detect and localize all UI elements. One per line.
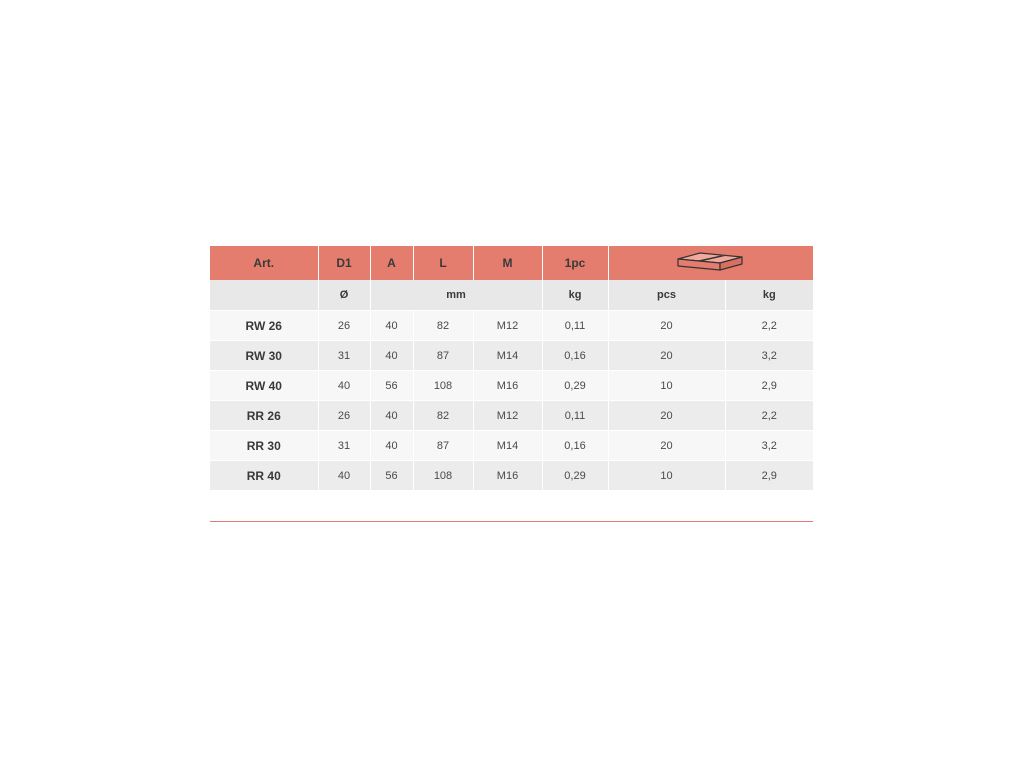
cell-pack-kg: 2,2: [725, 311, 813, 341]
cell-pcs: 20: [608, 341, 725, 371]
cell-pack-kg: 2,2: [725, 401, 813, 431]
cell-d1: 31: [318, 431, 370, 461]
unit-dims: mm: [370, 280, 542, 311]
cell-pcs: 20: [608, 431, 725, 461]
cell-pcs: 20: [608, 311, 725, 341]
cell-pcs: 10: [608, 461, 725, 491]
cell-kg: 0,11: [542, 401, 608, 431]
cell-art: RW 26: [210, 311, 318, 341]
cell-kg: 0,16: [542, 341, 608, 371]
unit-art: [210, 280, 318, 311]
unit-weight-pc: kg: [542, 280, 608, 311]
cell-pcs: 10: [608, 371, 725, 401]
cell-a: 56: [370, 461, 413, 491]
col-header-1pc: 1pc: [542, 246, 608, 280]
cell-d1: 26: [318, 401, 370, 431]
col-header-l: L: [413, 246, 473, 280]
product-table-container: [210, 246, 813, 491]
header-row: [210, 246, 813, 280]
cell-d1: 40: [318, 461, 370, 491]
table-row: [210, 371, 813, 401]
product-spec-table: [210, 246, 813, 491]
cell-l: 87: [413, 341, 473, 371]
cell-art: RR 26: [210, 401, 318, 431]
bottom-divider: [210, 521, 813, 522]
cell-d1: 31: [318, 341, 370, 371]
table-row: [210, 431, 813, 461]
cell-a: 40: [370, 311, 413, 341]
cell-pack-kg: 3,2: [725, 431, 813, 461]
col-header-d1: D1: [318, 246, 370, 280]
col-header-package: [608, 246, 813, 280]
col-header-art: Art.: [210, 246, 318, 280]
cell-art: RW 40: [210, 371, 318, 401]
cell-pack-kg: 2,9: [725, 461, 813, 491]
table-row: [210, 401, 813, 431]
cell-l: 82: [413, 311, 473, 341]
cell-art: RR 40: [210, 461, 318, 491]
table-row: [210, 461, 813, 491]
cell-d1: 40: [318, 371, 370, 401]
table-row: [210, 311, 813, 341]
cell-m: M14: [473, 431, 542, 461]
col-header-a: A: [370, 246, 413, 280]
cell-pcs: 20: [608, 401, 725, 431]
table-body: [210, 311, 813, 491]
cell-kg: 0,16: [542, 431, 608, 461]
cell-d1: 26: [318, 311, 370, 341]
cell-l: 108: [413, 461, 473, 491]
cell-l: 82: [413, 401, 473, 431]
unit-d1: Ø: [318, 280, 370, 311]
box-icon: [676, 251, 746, 276]
unit-pack-qty: pcs: [608, 280, 725, 311]
cell-kg: 0,29: [542, 371, 608, 401]
unit-pack-weight: kg: [725, 280, 813, 311]
cell-kg: 0,11: [542, 311, 608, 341]
cell-l: 108: [413, 371, 473, 401]
cell-art: RR 30: [210, 431, 318, 461]
cell-a: 56: [370, 371, 413, 401]
col-header-m: M: [473, 246, 542, 280]
cell-pack-kg: 2,9: [725, 371, 813, 401]
cell-l: 87: [413, 431, 473, 461]
cell-a: 40: [370, 401, 413, 431]
cell-art: RW 30: [210, 341, 318, 371]
cell-m: M12: [473, 311, 542, 341]
cell-a: 40: [370, 431, 413, 461]
cell-m: M12: [473, 401, 542, 431]
cell-m: M16: [473, 371, 542, 401]
table-row: [210, 341, 813, 371]
cell-kg: 0,29: [542, 461, 608, 491]
cell-m: M14: [473, 341, 542, 371]
units-row: [210, 280, 813, 311]
cell-m: M16: [473, 461, 542, 491]
cell-pack-kg: 3,2: [725, 341, 813, 371]
cell-a: 40: [370, 341, 413, 371]
